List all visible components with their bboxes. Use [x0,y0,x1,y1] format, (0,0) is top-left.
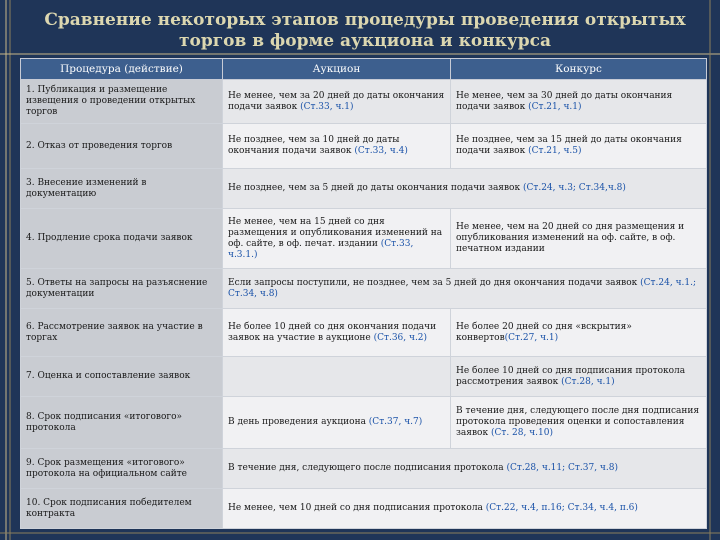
step-cell: 1. Публикация и размещение извещения о проведении открытых торгов [21,80,223,124]
table-row [21,209,707,269]
auction-cell [223,80,451,124]
table-row [21,449,707,489]
contest-text: Не позднее, чем за 15 дней до даты окончания подачи заявок [456,135,682,156]
auction-text: Не более 10 дней со дня окончания подачи заявок на участие в аукционе [228,321,437,343]
auction-text: Не позднее, чем за 10 дней до даты окончания подачи заявок [228,135,400,156]
auction-text: Не менее, чем на 15 дней со дня размещения и опубликования изменений на оф. сайте, в оф. печат. издании [228,216,443,249]
contest-ref: (Ст.21, ч.5) [528,146,582,156]
contest-text: Не менее, чем за 30 дней до даты окончания подачи заявок [456,90,673,112]
table-row [21,397,707,449]
auction-cell [223,309,451,357]
merged-text: Если запросы поступили, не позднее, чем за 5 дней до дня окончания подачи заявок [228,277,641,288]
header-contest: Конкурс [451,59,707,80]
auction-cell [223,209,451,269]
step-cell: 4. Продление срока подачи заявок [21,209,223,269]
table-row [21,309,707,357]
merged-text: В течение дня, следующего после подписания протокола [228,463,507,473]
merged-ref: (Ст.24, ч.3; Ст.34,ч.8) [522,183,626,193]
contest-ref: (Ст. 28, ч.10) [490,428,553,438]
table-row [21,489,707,529]
contest-cell [451,357,707,397]
step-cell: 7. Оценка и сопоставление заявок [21,357,223,397]
merged-ref: (Ст.22, ч.4, п.16; Ст.34, ч.4, п.6) [485,503,638,513]
auction-cell [223,357,451,397]
merged-ref: (Ст.24, ч.1.; Ст.34, ч.8) [228,277,696,299]
header-procedure: Процедура (действие) [21,59,223,80]
auction-ref: (Ст.33, ч.4) [354,146,408,156]
step-cell: 10. Срок подписания победителем контракта [21,489,223,529]
step-cell: 9. Срок размещения «итогового» протокола на официальном сайте [21,449,223,489]
slide-title: Сравнение некоторых этапов процедуры проведения открытых торгов в форме аукциона и конкурса [44,10,686,51]
contest-ref: (Ст.28, ч.1) [561,376,615,387]
auction-text: Не менее, чем за 20 дней до даты окончания подачи заявок [228,90,445,112]
merged-cell [223,269,707,309]
contest-cell [451,397,707,449]
step-cell: 5. Ответы на запросы на разъяснение документации [21,269,223,309]
auction-cell [223,397,451,449]
merged-ref: (Ст.28, ч.11; Ст.37, ч.8) [506,463,618,473]
auction-ref: (Ст.33, ч.1) [300,101,354,112]
table-header-row [21,59,707,80]
step-cell: 8. Срок подписания «итогового» протокола [21,397,223,449]
contest-cell [451,80,707,124]
contest-cell [451,309,707,357]
step-cell: 6. Рассмотрение заявок на участие в торгах [21,309,223,357]
contest-cell [451,124,707,169]
table-row [21,169,707,209]
contest-text: Не более 10 дней со дня подписания протокола рассмотрения заявок [456,365,686,387]
auction-ref: (Ст.37, ч.7) [368,417,423,427]
step-cell: 3. Внесение изменений в документацию [21,169,223,209]
contest-cell [451,209,707,269]
merged-cell [223,449,707,489]
auction-ref: (Ст.33, ч.3.1.) [228,238,414,260]
auction-ref: (Ст.36, ч.2) [373,332,428,343]
auction-text: В день проведения аукциона [228,417,369,427]
contest-text: Не менее, чем на 20 дней со дня размещения и опубликования изменений на оф. сайте, в оф. печатном издании [456,222,685,254]
table-row [21,124,707,169]
merged-text: Не менее, чем 10 дней со дня подписания протокола [228,503,486,513]
step-cell: 2. Отказ от проведения торгов [21,124,223,169]
table-row [21,357,707,397]
contest-text: В течение дня, следующего после дня подписания протокола проведения оценки и сопоставления заявок [456,406,700,438]
merged-cell [223,169,707,209]
table-row [21,269,707,309]
contest-text: Не более 20 дней со дня «вскрытия» конвертов [456,321,632,343]
contest-ref: (Ст.21, ч.1) [528,101,582,112]
merged-text: Не позднее, чем за 5 дней до даты окончания подачи заявок [228,183,523,193]
merged-cell [223,489,707,529]
comparison-table [20,58,707,529]
table-row [21,80,707,124]
contest-ref: (Ст.27, ч.1) [504,332,559,343]
auction-cell [223,124,451,169]
header-auction: Аукцион [223,59,451,80]
